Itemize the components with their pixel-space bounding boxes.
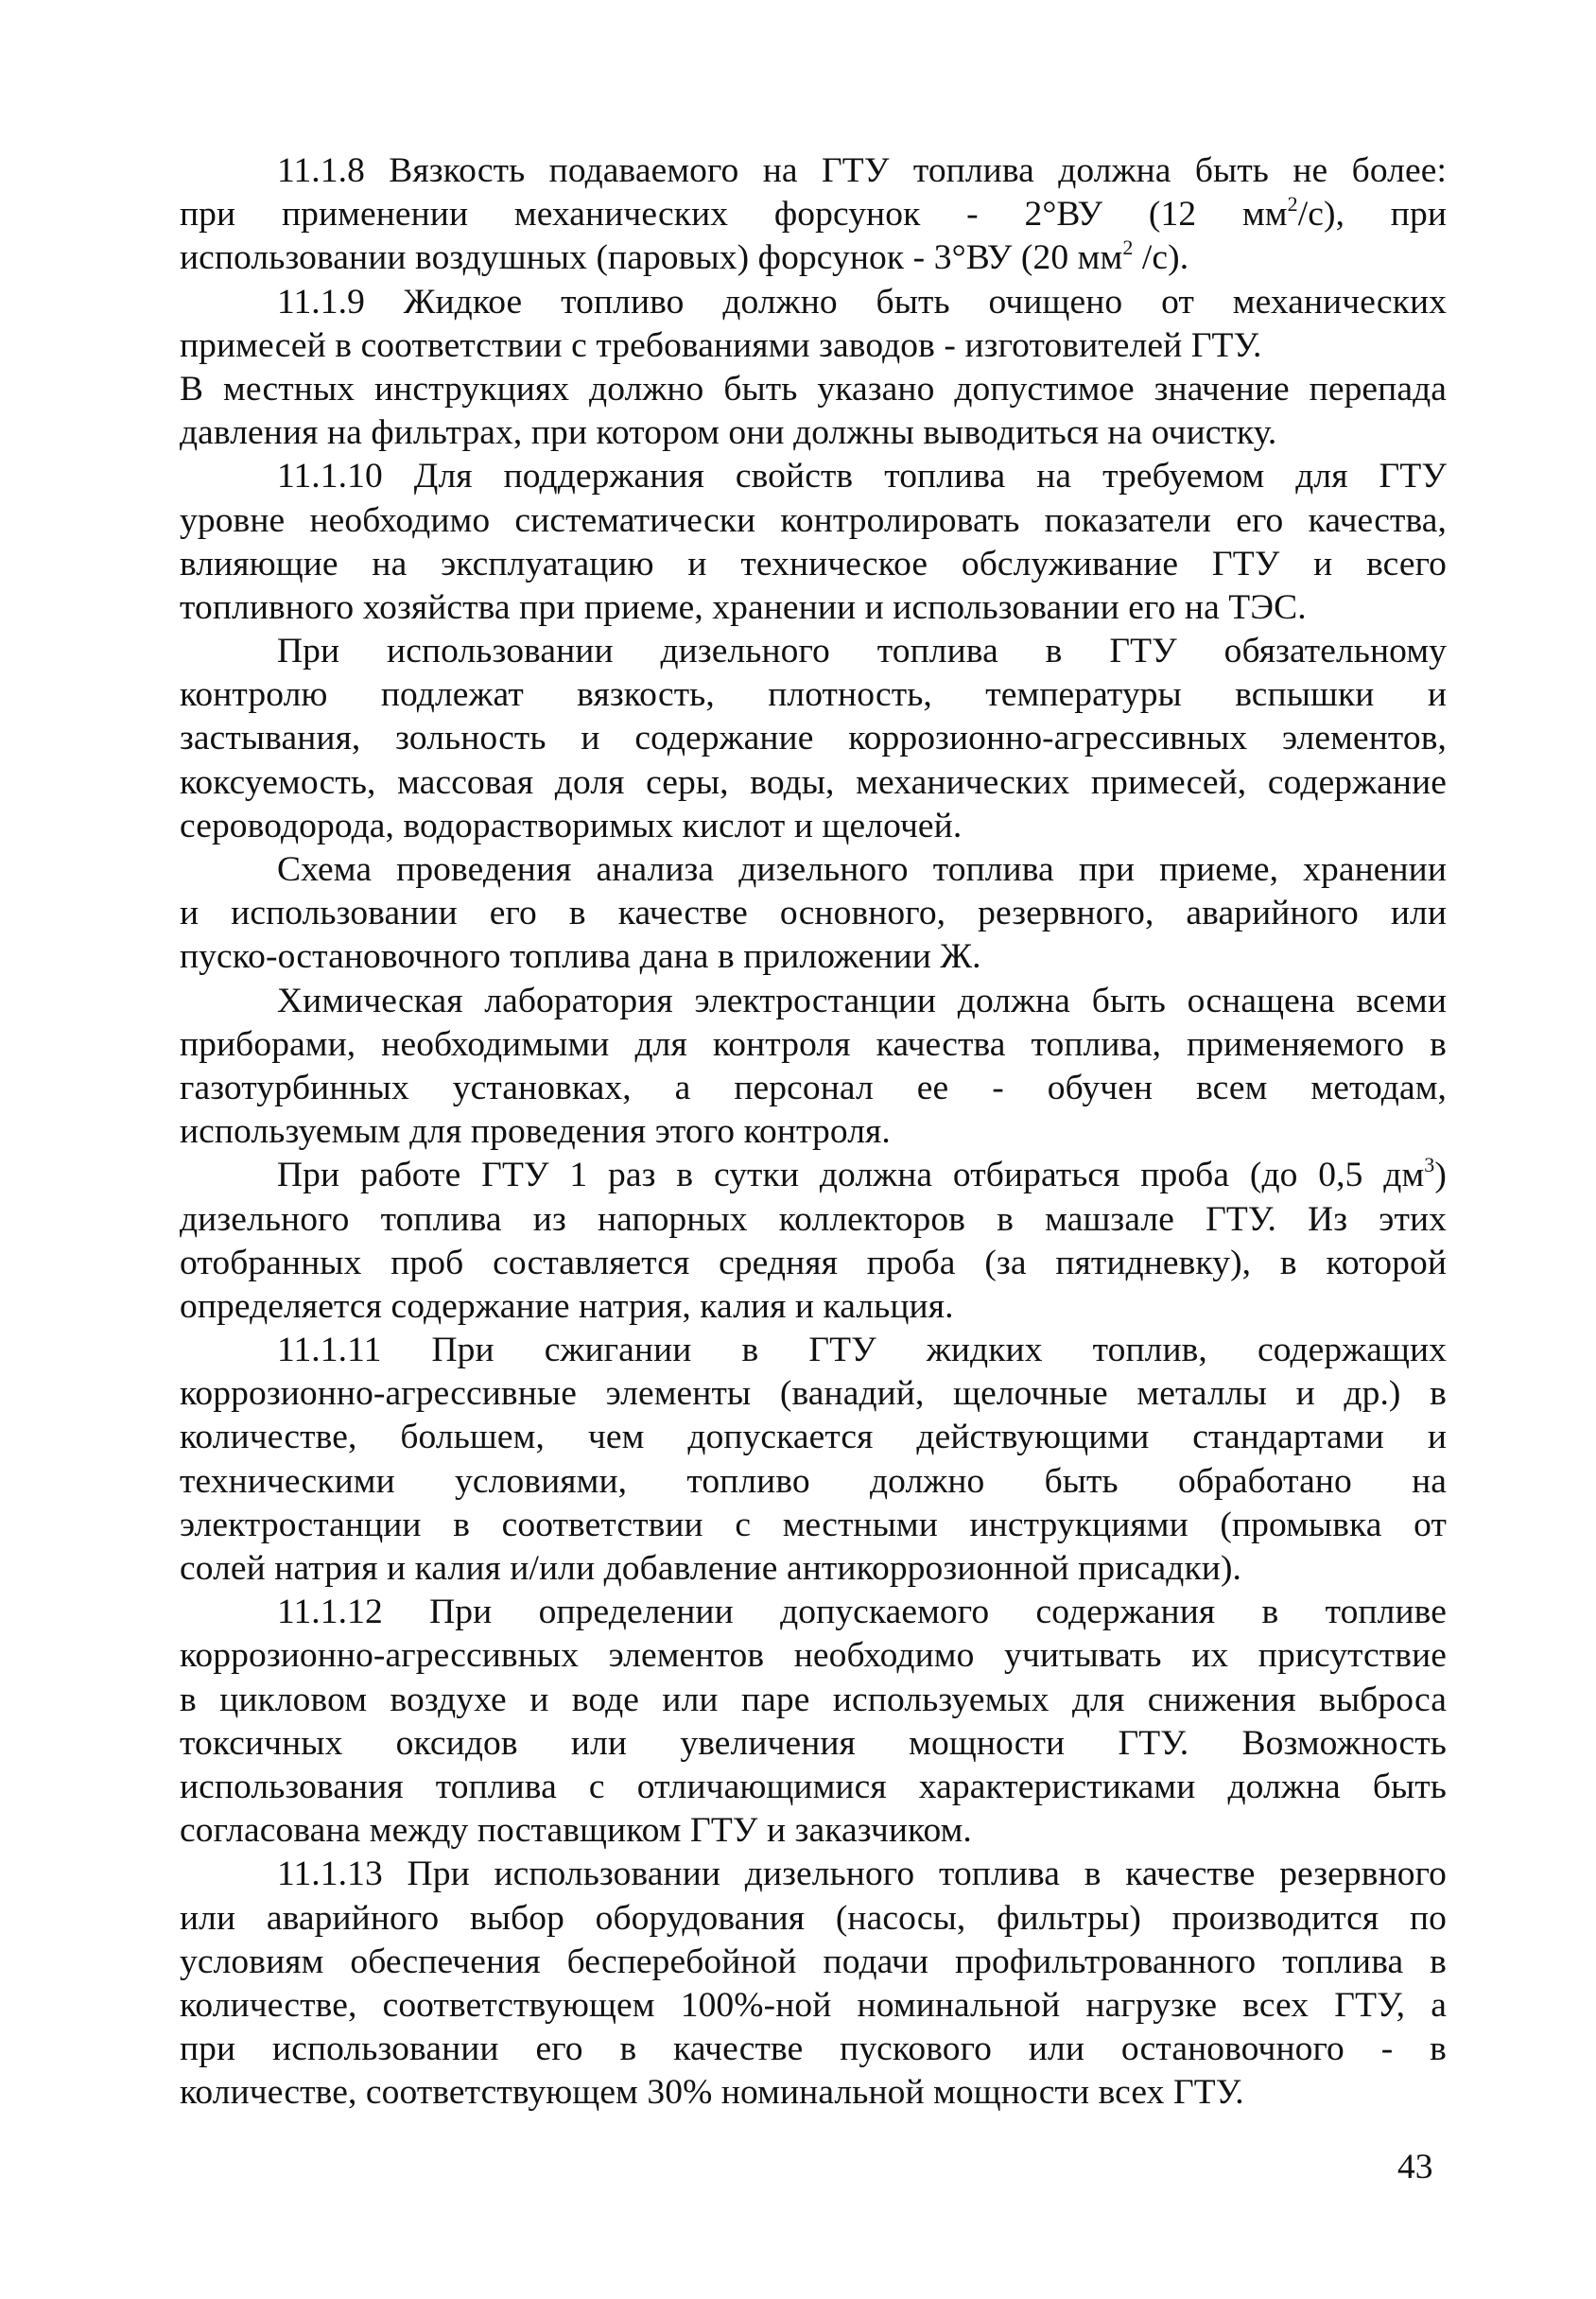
paragraph-p-11-1-13 — [180, 1853, 1447, 2115]
text-line: токсичных оксидов или увеличения мощности ГТУ. Возможность — [180, 1723, 1447, 1763]
text-line: сероводорода, водорастворимых кислот и щелочей. — [180, 806, 963, 845]
text-line: влияющие на эксплуатацию и техническое обслуживание ГТУ и всего — [180, 544, 1447, 583]
text-line: В местных инструкциях должно быть указано допустимое значение перепада — [180, 369, 1447, 409]
text-line: приборами, необходимыми для контроля качества топлива, применяемого в — [180, 1024, 1447, 1064]
page-number: 43 — [1397, 2148, 1433, 2186]
text-fragment: при применении механических форсунок - 2°ВУ (12 мм — [180, 195, 1288, 235]
text-line: количестве, большем, чем допускается действующими стандартами и — [180, 1418, 1447, 1457]
text-line: 11.1.11 При сжигании в ГТУ жидких топлив, содержащих — [277, 1331, 1447, 1370]
paragraph-p-scheme — [180, 848, 1447, 980]
text-line: используемым для проведения этого контроля. — [180, 1112, 891, 1152]
text-line: газотурбинных установках, а персонал ее - обучен всем методам, — [180, 1068, 1447, 1107]
text-fragment: использовании воздушных (паровых) форсунок - 3°ВУ (20 мм — [180, 238, 1123, 278]
text-line: Химическая лаборатория электростанции должна быть оснащена всеми — [277, 981, 1447, 1020]
paragraph-p-local-instr — [180, 368, 1447, 455]
text-line: пуско-остановочного топлива дана в приложении Ж. — [180, 937, 981, 977]
text-line: условиям обеспечения бесперебойной подачи профильтрованного топлива в — [180, 1942, 1447, 1981]
paragraph-p-lab — [180, 980, 1447, 1155]
paragraph-p-11-1-12 — [180, 1591, 1447, 1853]
text-line: отобранных проб составляется средняя проба (за пятидневку), в которой — [180, 1243, 1447, 1282]
paragraph-p-diesel-control — [180, 630, 1447, 848]
text-line: 11.1.10 Для поддержания свойств топлива на требуемом для ГТУ — [277, 457, 1447, 496]
text-line: коксуемость, массовая доля серы, воды, механических примесей, содержание — [180, 762, 1447, 802]
text-line: дизельного топлива из напорных коллекторов в машзале ГТУ. Из этих — [180, 1199, 1447, 1239]
paragraph-p-11-1-9 — [180, 281, 1447, 368]
text-fragment: При работе ГТУ 1 раз в сутки должна отбираться проба (до 0,5 дм — [277, 1156, 1425, 1195]
text-fragment: ) — [1434, 1156, 1447, 1195]
paragraph-p-11-1-8 — [180, 149, 1447, 281]
text-line: примесей в соответствии с требованиями заводов - изготовителей ГТУ. — [180, 325, 1262, 365]
text-line: уровне необходимо систематически контролировать показатели его качества, — [180, 500, 1447, 540]
text-line: и использовании его в качестве основного, резервного, аварийного или — [180, 894, 1447, 933]
text-line: электростанции в соответствии с местными инструкциями (промывка от — [180, 1505, 1447, 1544]
text-line: техническими условиями, топливо должно быть обработано на — [180, 1461, 1447, 1501]
text-line: При использовании дизельного топлива в ГТУ обязательному — [277, 632, 1447, 671]
superscript: 3 — [1424, 1154, 1435, 1176]
text-line: коррозионно-агрессивные элементы (ванадий, щелочные металлы и др.) в — [180, 1374, 1447, 1414]
paragraph-p-11-1-11 — [180, 1329, 1447, 1591]
text-fragment: /с), при — [1297, 195, 1447, 235]
text-line: согласована между поставщиком ГТУ и заказчиком. — [180, 1811, 972, 1851]
text-line: контролю подлежат вязкость, плотность, температуры вспышки и — [180, 675, 1447, 715]
text-line: застывания, зольность и содержание коррозионно-агрессивных элементов, — [180, 719, 1447, 758]
paragraph-p-sample — [180, 1154, 1447, 1329]
text-line: 11.1.13 При использовании дизельного топлива в качестве резервного — [277, 1855, 1447, 1894]
text-line — [180, 193, 1447, 236]
text-line: при использовании его в качестве пускового или остановочного - в — [180, 2029, 1447, 2069]
superscript: 2 — [1287, 193, 1298, 216]
text-line: коррозионно-агрессивных элементов необходимо учитывать их присутствие — [180, 1636, 1447, 1676]
text-line — [180, 236, 1447, 280]
text-line — [180, 1154, 1447, 1197]
text-line: топливного хозяйства при приеме, хранении и использовании его на ТЭС. — [180, 587, 1307, 627]
text-line: в цикловом воздухе и воде или паре используемых для снижения выброса — [180, 1680, 1447, 1719]
text-line: солей натрия и калия и/или добавление антикоррозионной присадки). — [180, 1549, 1242, 1588]
text-line: количестве, соответствующем 100%-ной номинальной нагрузке всех ГТУ, а — [180, 1985, 1447, 2025]
paragraph-p-11-1-10 — [180, 455, 1447, 630]
text-line: определяется содержание натрия, калия и кальция. — [180, 1286, 954, 1326]
text-fragment: /с). — [1133, 238, 1189, 278]
text-line: количестве, соответствующем 30% номинальной мощности всех ГТУ. — [180, 2073, 1244, 2113]
text-line: или аварийного выбор оборудования (насосы, фильтры) производится по — [180, 1898, 1447, 1938]
text-line: давления на фильтрах, при котором они должны выводиться на очистку. — [180, 413, 1277, 453]
text-line: 11.1.9 Жидкое топливо должно быть очищено от механических — [277, 282, 1447, 322]
text-line: использования топлива с отличающимися характеристиками должна быть — [180, 1767, 1447, 1806]
text-line: 11.1.8 Вязкость подаваемого на ГТУ топлива должна быть не более: — [277, 151, 1447, 190]
superscript: 2 — [1122, 235, 1134, 259]
text-line: Схема проведения анализа дизельного топлива при приеме, хранении — [277, 850, 1447, 889]
body-text — [180, 149, 1447, 2115]
text-line: 11.1.12 При определении допускаемого содержания в топливе — [277, 1593, 1447, 1632]
